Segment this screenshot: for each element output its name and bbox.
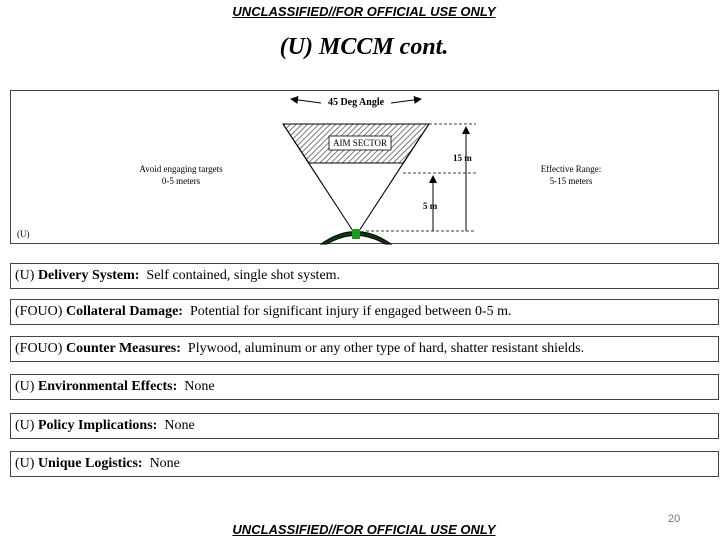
- row-value: None: [184, 379, 215, 394]
- slide-title: (U) MCCM cont.: [279, 34, 449, 60]
- row-marking: (FOUO): [15, 341, 63, 356]
- row-value: None: [164, 418, 195, 433]
- row-label: Environmental Effects:: [37, 379, 178, 394]
- row-label: Collateral Damage:: [65, 304, 183, 319]
- row-value: Plywood, aluminum or any other type of hard, shatter resistant shields.: [187, 341, 585, 356]
- row-value: Potential for significant injury if engaged between 0-5 m.: [189, 304, 512, 319]
- row-marking: (U): [15, 418, 35, 433]
- angle-label: 45 Deg Angle: [327, 97, 385, 108]
- effective-range-note: [511, 163, 631, 187]
- collateral-damage-row: [10, 299, 719, 325]
- avoid-zone-note: [111, 163, 251, 187]
- avoid-line-2: 0-5 meters: [161, 176, 201, 186]
- avoid-line-1: Avoid engaging targets: [139, 164, 223, 174]
- page-number: 20: [668, 513, 681, 525]
- distance-15m-label: 15 m: [453, 153, 472, 163]
- row-marking: (U): [15, 268, 35, 283]
- row-label: Delivery System:: [37, 268, 140, 283]
- row-marking: (U): [15, 379, 35, 394]
- row-value: Self contained, single shot system.: [146, 268, 341, 283]
- delivery-system-row: [10, 263, 719, 289]
- environmental-effects-row: [10, 374, 719, 400]
- counter-measures-row: [10, 336, 719, 362]
- unique-logistics-row: [10, 451, 719, 477]
- diagram-panel: [10, 90, 719, 244]
- diagram-classification-mark: (U): [17, 229, 30, 239]
- row-label: Policy Implications:: [37, 418, 158, 433]
- row-value: None: [149, 456, 180, 471]
- mccm-fan-diagram: [261, 91, 491, 245]
- policy-implications-row: [10, 413, 719, 439]
- angle-arrow: [291, 99, 321, 103]
- range-line-2: 5-15 meters: [549, 176, 593, 186]
- range-line-1: Effective Range:: [540, 164, 602, 174]
- aim-sector-label: AIM SECTOR: [332, 138, 388, 148]
- classification-banner-top: UNCLASSIFIED//FOR OFFICIAL USE ONLY: [232, 4, 496, 19]
- row-label: Unique Logistics:: [37, 456, 143, 471]
- distance-5m-label: 5 m: [423, 201, 438, 211]
- row-label: Counter Measures:: [65, 341, 181, 356]
- classification-banner-bottom: UNCLASSIFIED//FOR OFFICIAL USE ONLY: [232, 522, 496, 537]
- row-marking: (FOUO): [15, 304, 63, 319]
- row-marking: (U): [15, 456, 35, 471]
